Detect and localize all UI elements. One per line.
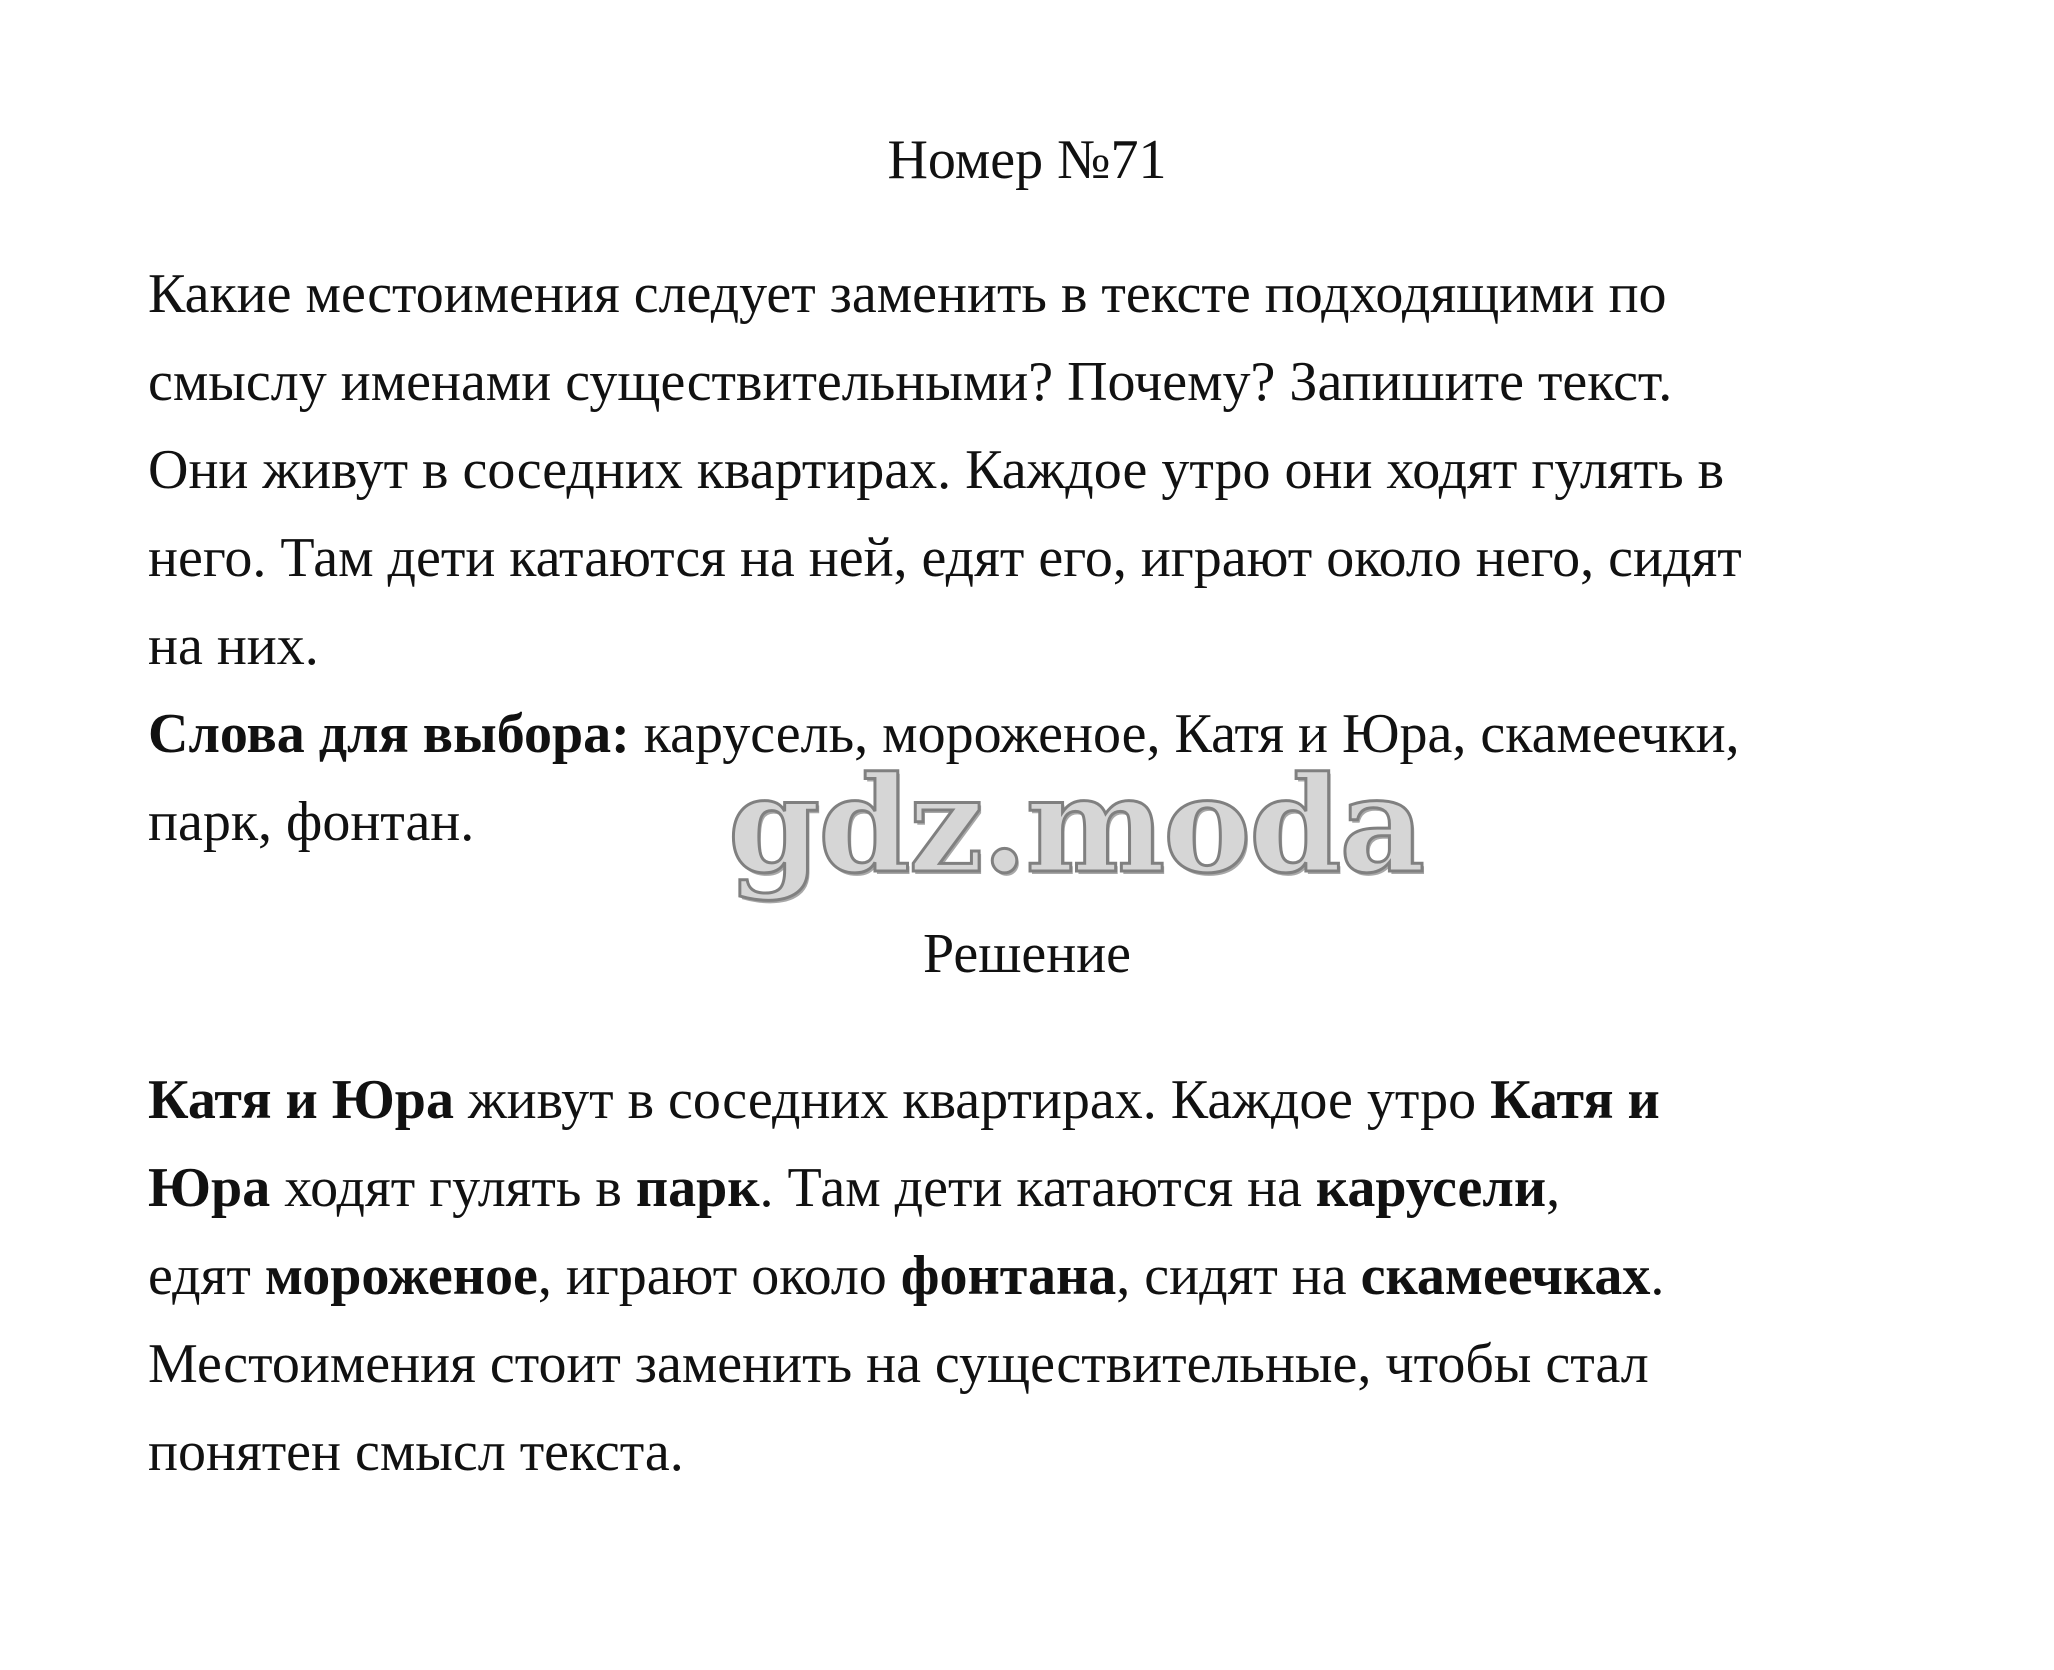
- bold-word: парк: [635, 1157, 760, 1219]
- task-line: него. Там дети катаются на ней, едят его, играют около него, сидят: [148, 527, 1742, 589]
- plain-text: едят: [148, 1245, 265, 1307]
- plain-text: , играют около: [537, 1245, 901, 1307]
- solution-text: [148, 1056, 1664, 1496]
- solution-line: понятен смысл текста.: [148, 1421, 684, 1483]
- task-line: Какие местоимения следует заменить в тексте подходящими по: [148, 263, 1667, 325]
- plain-text: .: [1650, 1245, 1665, 1307]
- plain-text: ходят гулять в: [270, 1157, 636, 1219]
- solution-title: Решение: [922, 923, 1132, 985]
- word-choices-line: парк, фонтан.: [148, 791, 475, 853]
- bold-word: Юра: [148, 1157, 271, 1219]
- task-line: на них.: [148, 615, 319, 677]
- task-line: Они живут в соседних квартирах. Каждое утро они ходят гулять в: [148, 439, 1725, 501]
- bold-word: скамеечках: [1360, 1245, 1651, 1307]
- plain-text: . Там дети катаются на: [759, 1157, 1316, 1219]
- bold-word: мороженое: [264, 1245, 538, 1307]
- word-choices-list: карусель, мороженое, Катя и Юра, скамеечки,: [629, 703, 1740, 765]
- solution-line: [148, 1232, 1664, 1320]
- site-watermark: gdz.moda: [728, 748, 1424, 903]
- task-line: смыслу именами существительными? Почему? Запишите текст.: [148, 351, 1673, 413]
- bold-word: Катя и: [1490, 1069, 1660, 1131]
- word-choices-label: Слова для выбора:: [148, 703, 630, 765]
- solution-line: [148, 1056, 1664, 1144]
- solution-line: Местоимения стоит заменить на существительные, чтобы стал: [148, 1333, 1649, 1395]
- bold-word: Катя и Юра: [148, 1069, 454, 1131]
- task-number-title: Номер №71: [887, 129, 1167, 191]
- plain-text: живут в соседних квартирах. Каждое утро: [453, 1069, 1491, 1131]
- bold-word: фонтана: [900, 1245, 1117, 1307]
- bold-word: карусели: [1315, 1157, 1547, 1219]
- plain-text: , сидят на: [1116, 1245, 1361, 1307]
- solution-line: [148, 1144, 1664, 1232]
- plain-text: ,: [1546, 1157, 1561, 1219]
